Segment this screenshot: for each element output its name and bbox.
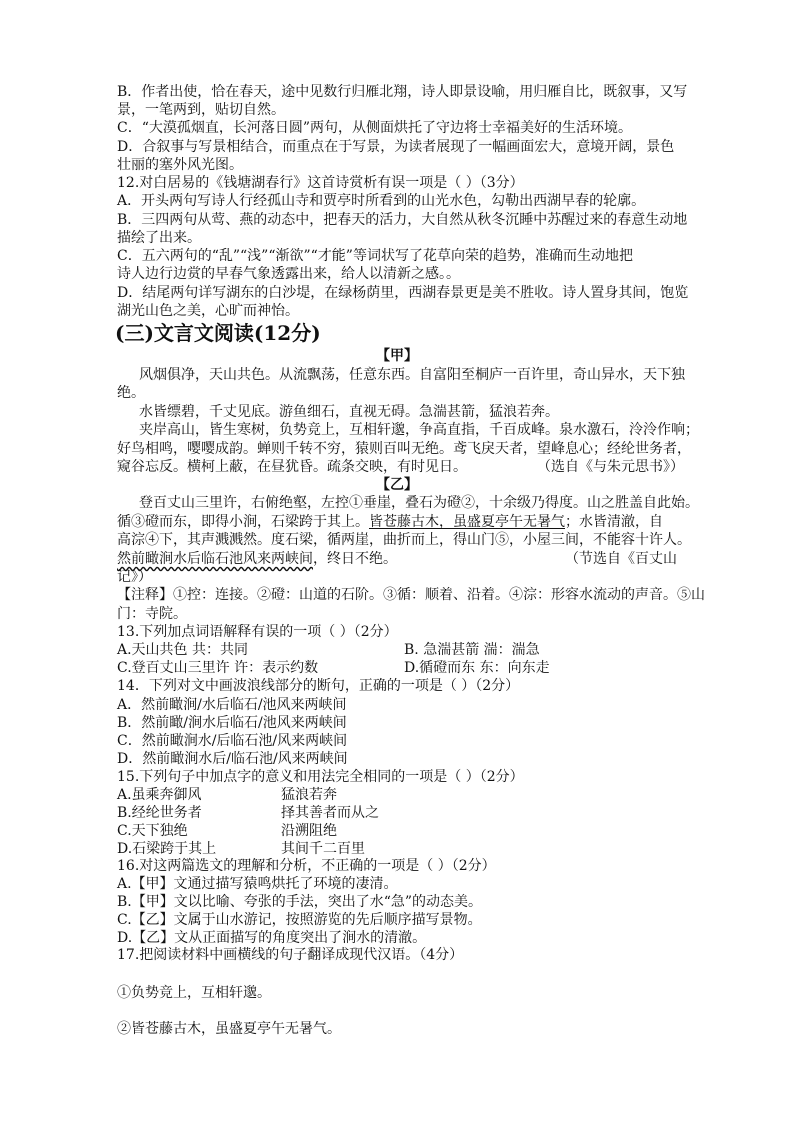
- q12-option-b-line2: 描绘了出来。: [117, 230, 201, 246]
- q14-option-b: B．然前瞰/涧水后临石/池风来两峡间: [117, 715, 347, 731]
- q12-option-d-line2: 湖光山色之美，心旷而神怡。: [117, 303, 299, 319]
- q11-option-d-line2: 壮丽的塞外风光图。: [117, 157, 243, 173]
- q16-option-b: B.【甲】文以比喻、夸张的手法，突出了水“急”的动态美。: [117, 894, 483, 910]
- q15-option-c-right: 沿溯阻绝: [281, 823, 337, 839]
- passage-yi-line1: 登百丈山三里许，右俯绝壑，左控①垂崖，叠石为磴②，十余级乃得度。山之胜盖自此始。: [139, 495, 699, 511]
- passage-jia-source: （选自《与朱元思书》）: [537, 459, 684, 475]
- q15-option-a-right: 猛浪若奔: [281, 787, 337, 803]
- q14-option-a: A．然前瞰涧/水后临石/池风来两峡间: [117, 697, 347, 713]
- q13-option-c: C.登百丈山三里许 许：表示约数: [117, 660, 319, 676]
- q15-option-c-left: C.天下独绝: [117, 823, 188, 839]
- passage-yi-underlined-sentence: 皆苍藤古木，虽盛夏亭午无暑气: [369, 514, 565, 530]
- q17-stem: 17.把阅读材料中画横线的句子翻译成现代汉语。（4分）: [117, 947, 464, 963]
- q11-option-d-line1: D．合叙事与写景相结合，而重点在于写景，为读者展现了一幅画面宏大，意境开阔，景色: [117, 139, 675, 155]
- q13-stem: 13.下列加点词语解释有误的一项（ ）（2分）: [117, 624, 398, 640]
- q15-option-d-left: D.石梁跨于其上: [117, 841, 217, 857]
- q12-stem: 12.对白居易的《钱塘湖春行》这首诗赏析有误一项是（ ）（3分）: [117, 175, 524, 191]
- q17-sentence-2: ②皆苍藤古木，虽盛夏亭午无暑气。: [117, 1021, 341, 1037]
- q12-option-b-line1: B．三四两句从莺、燕的动态中，把春天的活力，大自然从秋冬沉睡中苏醒过来的春意生动地: [117, 212, 688, 228]
- q15-option-b-left: B.经纶世务者: [117, 805, 202, 821]
- q11-option-c: C．“大漠孤烟直，长河落日圆”两句，从侧面烘托了守边将士幸福美好的生活环境。: [117, 120, 633, 136]
- q15-stem: 15.下列句子中加点字的意义和用法完全相同的一项是（ ）（2分）: [117, 769, 524, 785]
- passage-yi-line3: 高淙④下，其声溅溅然。度石梁，循两崖，曲折而上，得山门⑤，小屋三间，不能容十许人。: [117, 532, 691, 548]
- passage-yi-wavy-sentence: 然前瞰涧水后临石池风来两峡间: [117, 551, 313, 567]
- q15-option-d-right: 其间千二百里: [281, 841, 365, 857]
- q15-option-b-right: 择其善者而从之: [281, 805, 379, 821]
- q15-option-a-left: A.虽乘奔御风: [117, 787, 202, 803]
- passage-jia-p3-line3: 窥谷忘反。横柯上蔽，在昼犹昏。疏条交映，有时见日。: [117, 459, 467, 475]
- q13-option-d: D.循磴而东 东：向东走: [404, 660, 550, 676]
- q12-option-c-line1: C．五六两句的“乱”“浅”“渐欲”“才能”等词状写了花草向荣的趋势，准确而生动地把: [117, 248, 633, 264]
- passage-yi-source-line1: （节选自《百丈山: [565, 551, 677, 567]
- q16-option-d: D.【乙】文从正面描写的角度突出了涧水的清澈。: [117, 930, 427, 946]
- passage-jia-p3-line1: 夹岸高山，皆生寒树，负势竞上，互相轩邈，争高直指，千百成峰。泉水激石，泠泠作响；: [139, 422, 699, 438]
- q16-option-c: C.【乙】文属于山水游记，按照游览的先后顺序描写景物。: [117, 912, 482, 928]
- q11-option-b-line1: B．作者出使，恰在春天，途中见数行归雁北翔，诗人即景设喻，用归雁自比，既叙事，又写: [117, 84, 688, 100]
- notes-line1: 【注释】①控：连接。②磴：山道的石阶。③循：顺着、沿着。④淙：形容水流动的声音。⑤山: [117, 587, 705, 603]
- q13-option-a: A.天山共色 共：共同: [117, 642, 249, 658]
- passage-yi-line4-post: ，终日不绝。: [313, 551, 397, 567]
- q14-option-c: C．然前瞰涧水/后临石池/风来两峡间: [117, 733, 348, 749]
- notes-line2: 门：寺院。: [117, 606, 187, 622]
- passage-yi-label: 【乙】: [376, 477, 418, 493]
- q12-option-a: A．开头两句写诗人行经孤山寺和贾亭时所看到的山光水色，勾勒出西湖早春的轮廓。: [117, 193, 646, 209]
- passage-yi-line2-pre: 循③磴而东，即得小涧，石梁跨于其上。: [117, 514, 369, 530]
- q14-option-d: D．然前瞰涧水后/临石池/风来两峡间: [117, 751, 348, 767]
- q14-stem: 14．下列对文中画波浪线部分的断句，正确的一项是（ ）（2分）: [117, 678, 520, 694]
- q16-stem: 16.对这两篇选文的理解和分析，不正确的一项是（ ）（2分）: [117, 858, 496, 874]
- q17-sentence-1: ①负势竞上，互相轩邈。: [117, 985, 271, 1001]
- passage-jia-label: 【甲】: [376, 348, 418, 364]
- passage-yi-line2-post: ；水皆清澈，自: [565, 514, 663, 530]
- q13-option-b: B. 急湍甚箭 湍：湍急: [404, 642, 540, 658]
- q12-option-c-line2: 诗人边行边赏的早春气象透露出来，给人以清新之感。。: [117, 266, 460, 282]
- q11-option-b-line2: 景，一笔两到，贴切自然。: [117, 102, 285, 118]
- q16-option-a: A.【甲】文通过描写猿鸣烘托了环境的凄清。: [117, 876, 398, 892]
- passage-jia-p2: 水皆缥碧，千丈见底。游鱼细石，直视无碍。急湍甚箭，猛浪若奔。: [139, 404, 559, 420]
- q12-option-d-line1: D．结尾两句详写湖东的白沙堤，在绿杨荫里，西湖春景更是美不胜收。诗人置身其间，饱览: [117, 285, 689, 301]
- passage-yi-source-line2: 记》）: [117, 569, 152, 585]
- passage-yi-line4: [117, 550, 397, 568]
- passage-yi-line2: [117, 513, 663, 531]
- section-title: (三)文言文阅读(12分): [115, 321, 321, 345]
- passage-jia-p1-line2: 绝。: [117, 385, 145, 401]
- passage-jia-p3-line2: 好鸟相鸣，嘤嘤成韵。蝉则千转不穷，猿则百叫无绝。鸢飞戾天者，望峰息心；经纶世务者，: [117, 441, 691, 457]
- passage-jia-p1-line1: 风烟俱净，天山共色。从流飘荡，任意东西。自富阳至桐庐一百许里，奇山异水，天下独: [139, 367, 685, 383]
